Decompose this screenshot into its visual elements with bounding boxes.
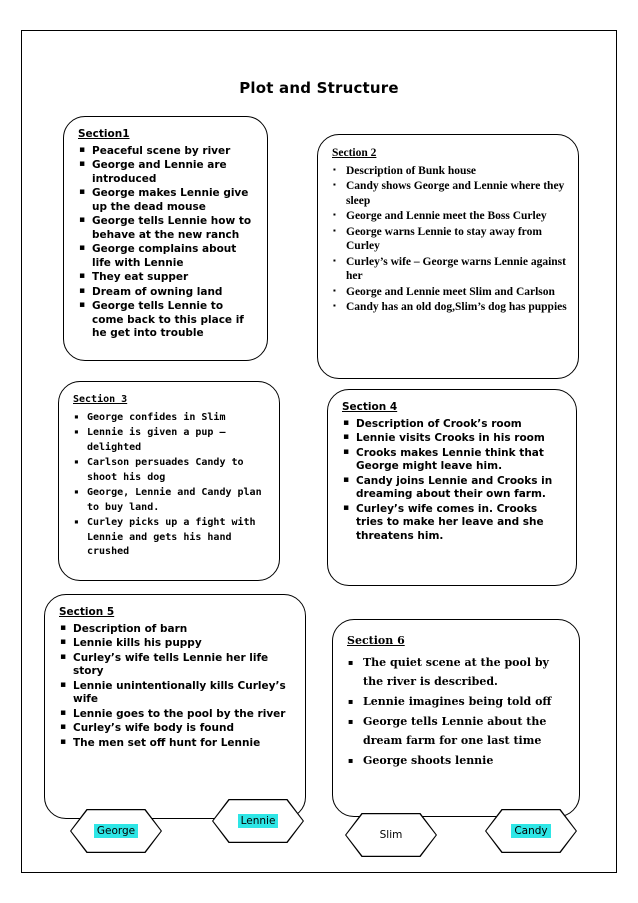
section-box-1	[63, 116, 268, 361]
section-heading-2: Section 2	[332, 147, 377, 159]
list-item: ▪ George and Lennie meet the Boss Curley	[332, 209, 568, 224]
list-item: ▪ Carlson persuades Candy to shoot his dog	[73, 456, 269, 485]
character-hexagon-lennie	[212, 799, 304, 843]
list-item: ▪ George tells Lennie about the dream farm for one last time	[347, 712, 569, 750]
list-item: ▪ George tells Lennie how to behave at the new ranch	[78, 215, 257, 242]
character-label-wrap	[70, 809, 162, 853]
section-box-3	[58, 381, 280, 581]
list-item: ▪ Lennie kills his puppy	[59, 637, 295, 651]
list-item: ▪ Curley’s wife comes in. Crooks tries to make her leave and she threatens him.	[342, 503, 566, 544]
list-item: ▪ Lennie visits Crooks in his room	[342, 432, 566, 446]
list-item: ▪ Peaceful scene by river	[78, 145, 257, 159]
section-list-1	[78, 145, 257, 341]
list-item: ▪ Description of Crook’s room	[342, 418, 566, 432]
character-name: Candy	[511, 824, 550, 838]
list-item: ▪ Curley’s wife – George warns Lennie against her	[332, 255, 568, 284]
section-box-4	[327, 389, 577, 586]
list-item: ▪ Crooks makes Lennie think that George might leave him.	[342, 447, 566, 474]
section-box-6	[332, 619, 580, 817]
list-item: ▪ George, Lennie and Candy plan to buy land.	[73, 486, 269, 515]
page-title: Plot and Structure	[239, 79, 399, 97]
section-list-3	[73, 411, 269, 560]
list-item: ▪ The quiet scene at the pool by the river is described.	[347, 653, 569, 691]
character-label-wrap	[212, 799, 304, 843]
section-box-2	[317, 134, 579, 379]
list-item: ▪ George confides in Slim	[73, 411, 269, 426]
list-item: ▪ Lennie goes to the pool by the river	[59, 708, 295, 722]
list-item: ▪ Dream of owning land	[78, 286, 257, 300]
section-list-4	[342, 418, 566, 544]
list-item: ▪ Curley picks up a fight with Lennie and gets his hand crushed	[73, 516, 269, 560]
list-item: ▪ George complains about life with Lennie	[78, 243, 257, 270]
character-name: Slim	[379, 829, 403, 841]
section-heading-5: Section 5	[59, 606, 115, 618]
list-item: ▪ Curley’s wife tells Lennie her life story	[59, 652, 295, 679]
list-item: ▪ George and Lennie meet Slim and Carlson	[332, 285, 568, 300]
section-list-2	[332, 164, 568, 315]
character-hexagon-candy	[485, 809, 577, 853]
list-item: ▪ Description of Bunk house	[332, 164, 568, 179]
section-heading-1: Section1	[78, 128, 130, 140]
list-item: ▪ George warns Lennie to stay away from Curley	[332, 225, 568, 254]
section-box-5	[44, 594, 306, 819]
list-item: ▪ Lennie is given a pup – delighted	[73, 426, 269, 455]
character-hexagon-slim	[345, 813, 437, 857]
section-heading-3: Section 3	[73, 394, 128, 405]
section-list-6	[347, 653, 569, 770]
list-item: ▪ Curley’s wife body is found	[59, 722, 295, 736]
section-heading-4: Section 4	[342, 401, 398, 413]
list-item: ▪ They eat supper	[78, 271, 257, 285]
list-item: ▪ George tells Lennie to come back to this place if he get into trouble	[78, 300, 257, 341]
list-item: ▪ Candy shows George and Lennie where they sleep	[332, 179, 568, 208]
section-heading-6: Section 6	[347, 634, 405, 647]
list-item: ▪ George makes Lennie give up the dead mouse	[78, 187, 257, 214]
character-name: George	[94, 824, 138, 838]
list-item: ▪ Lennie unintentionally kills Curley’s wife	[59, 680, 295, 707]
list-item: ▪ Description of barn	[59, 623, 295, 637]
list-item: ▪ The men set off hunt for Lennie	[59, 737, 295, 751]
section-list-5	[59, 623, 295, 751]
list-item: ▪ George and Lennie are introduced	[78, 159, 257, 186]
character-label-wrap	[485, 809, 577, 853]
list-item: ▪ Candy has an old dog,Slim’s dog has puppies	[332, 300, 568, 315]
list-item: ▪ George shoots lennie	[347, 751, 569, 770]
page-sheet	[21, 30, 617, 873]
list-item: ▪ Lennie imagines being told off	[347, 692, 569, 711]
character-hexagon-george	[70, 809, 162, 853]
list-item: ▪ Candy joins Lennie and Crooks in dreaming about their own farm.	[342, 475, 566, 502]
character-name: Lennie	[238, 814, 279, 828]
character-label-wrap	[345, 813, 437, 857]
